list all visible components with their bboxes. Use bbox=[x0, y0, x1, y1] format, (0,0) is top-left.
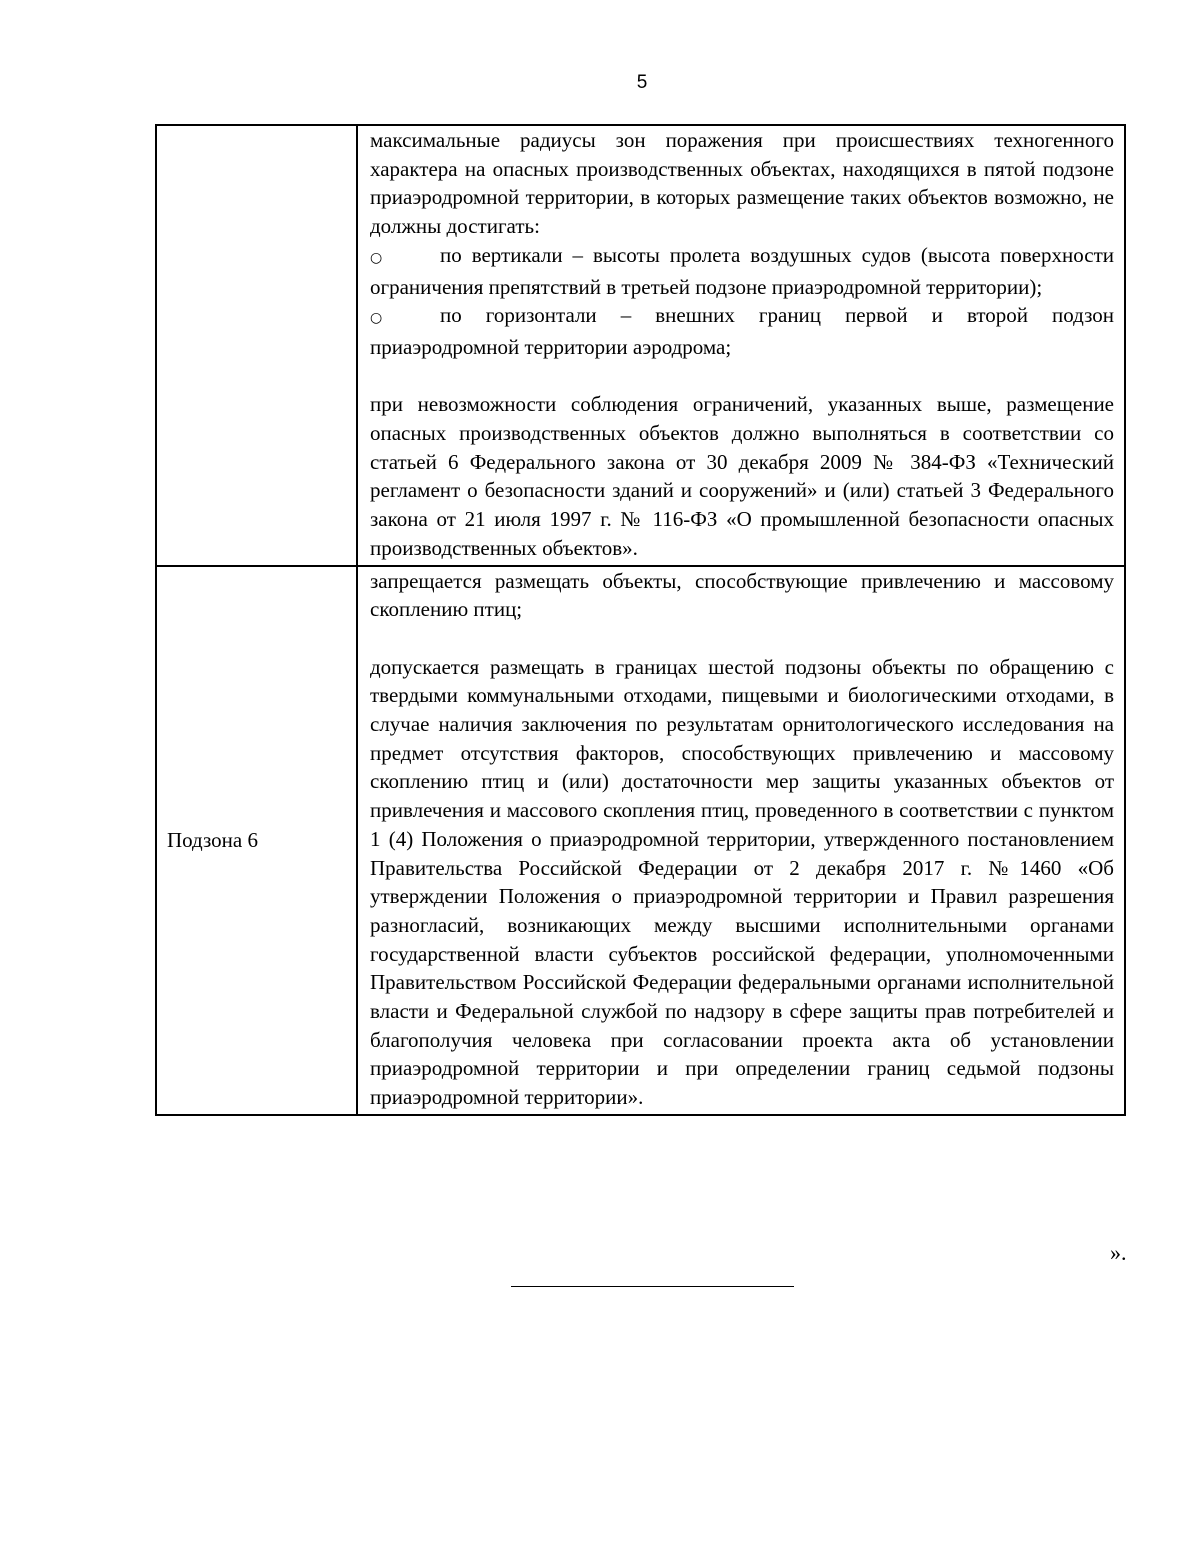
bullet-item bbox=[370, 241, 1114, 301]
bullet-text: по вертикали – высоты пролета воздушных судов (высота поверхности ограничения препятствий в третьей подзоне приаэродромной территории); bbox=[370, 242, 1114, 299]
paragraph: допускается размещать в границах шестой подзоны объекты по обращению с твердыми коммунальными отходами, пищевыми и биологическими отходами, в случае наличия заключения по результатам орнитологического исследования на предмет отсутствия факторов, способствующих привлечению и массовому скоплению птиц и (или) достаточности мер защиты указанных объектов от привлечения и массового скопления птиц, проведенного в соответствии с пунктом 1 (4) Положения о приаэродромной территории, утвержденного постановлением Правительства Российской Федерации от 2 декабря 2017 г. №1460 «Об утверждении Положения о приаэродромной территории и Правил разрешения разногласий, возникающих между высшими исполнительными органами государственной власти субъектов российской федерации, уполномоченными Правительством Российской Федерации федеральными органами исполнительной власти и Федеральной службой по надзору в сфере защиты прав потребителей и благополучия человека при согласовании проекта акта об установлении приаэродромной территории и при определении границ седьмой подзоны приаэродромной территории». bbox=[370, 654, 1114, 1110]
page-number: 5 bbox=[636, 72, 648, 93]
restrictions-cell bbox=[357, 566, 1125, 1115]
blank-line bbox=[370, 624, 1114, 653]
circle-bullet-icon: ○ bbox=[370, 249, 383, 266]
zone-name-cell: Подзона 6 bbox=[156, 566, 357, 1115]
regulation-table bbox=[155, 124, 1126, 1116]
bullet-text: по горизонтали – внешних границ первой и второй подзон приаэродромной территории аэродрома; bbox=[370, 303, 1114, 359]
footer-rule bbox=[511, 1286, 794, 1287]
closing-quote: ». bbox=[1110, 1240, 1127, 1265]
paragraph: при невозможности соблюдения ограничений, указанных выше, размещение опасных производственных объектов должно выполняться в соответствии со статьей 6 Федерального закона от 30 декабря 2009 № 384-ФЗ «Технический регламент о безопасности зданий и сооружений» и (или) статьей 3 Федерального закона от 21 июля 1997 г. № 116-ФЗ «О промышленной безопасности опасных производственных объектов». bbox=[370, 392, 1114, 560]
table-row bbox=[156, 566, 1125, 1115]
blank-line bbox=[370, 362, 1114, 391]
table-row bbox=[156, 125, 1125, 566]
paragraph: запрещается размещать объекты, способствующие привлечению и массовому скоплению птиц; bbox=[370, 568, 1114, 622]
zone-name-cell bbox=[156, 125, 357, 566]
bullet-item bbox=[370, 301, 1114, 361]
paragraph: максимальные радиусы зон поражения при происшествиях техногенного характера на опасных производственных объектах, находящихся в пятой подзоне приаэродромной территории, в которых размещение таких объектов возможно, не должны достигать: bbox=[370, 128, 1114, 239]
circle-bullet-icon: ○ bbox=[370, 310, 383, 327]
restrictions-cell bbox=[357, 125, 1125, 566]
